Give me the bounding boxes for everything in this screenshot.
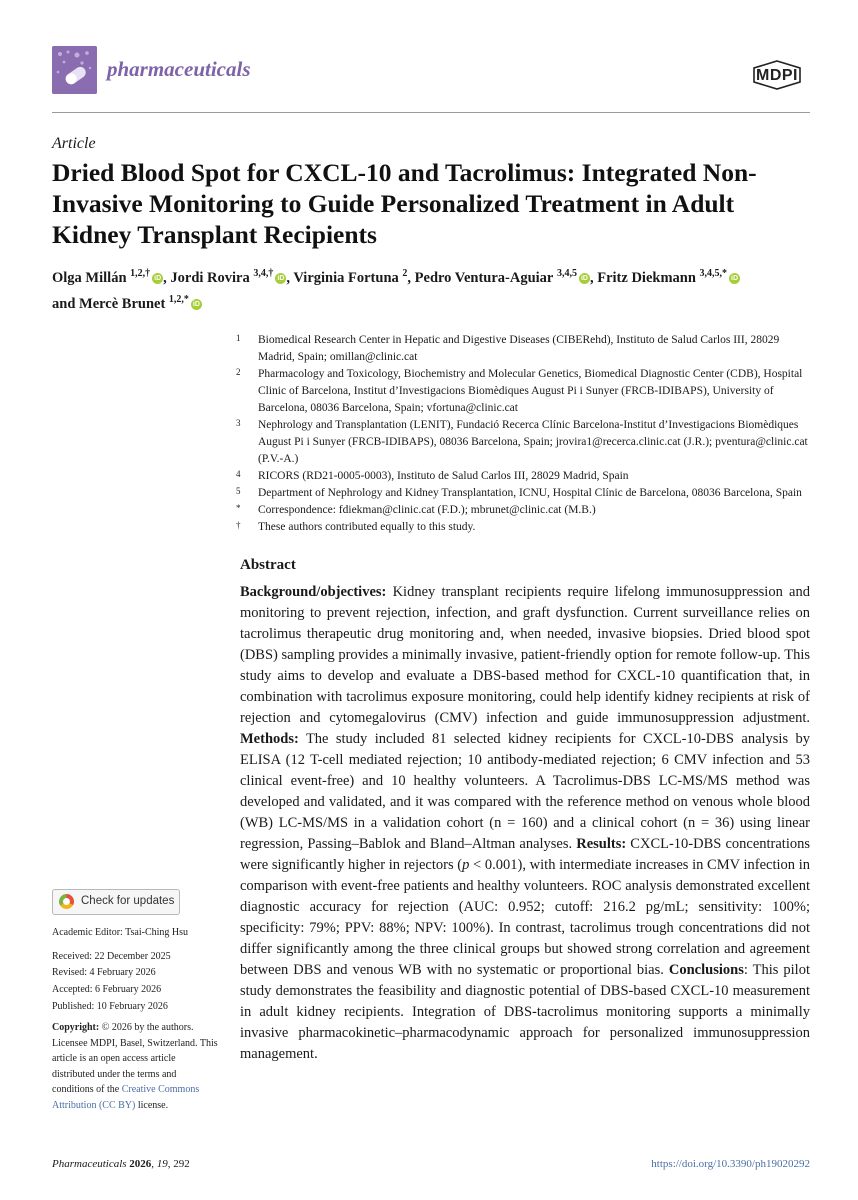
orcid-icon[interactable]: iD xyxy=(154,274,162,282)
equal-contribution-note: † These authors contributed equally to this study. xyxy=(236,520,476,533)
author-name: and Mercè Brunet xyxy=(52,295,166,312)
orcid-icon[interactable]: iD xyxy=(277,274,285,282)
author-affil: 3,4,5,* xyxy=(699,268,728,279)
abstract-heading: Abstract xyxy=(240,557,296,573)
orcid-icon[interactable]: iD xyxy=(580,274,588,282)
date-revised: Revised: 4 February 2026 xyxy=(52,967,156,978)
date-published: Published: 10 February 2026 xyxy=(52,1001,168,1012)
mdpi-logo xyxy=(752,60,802,90)
author-name: Pedro Ventura-Aguiar xyxy=(414,269,554,286)
author-affil: 1,2,† xyxy=(130,268,151,279)
academic-editor: Academic Editor: Tsai-Ching Hsu xyxy=(52,927,189,938)
article-type: Article xyxy=(52,135,96,152)
abstract-conclusions-label: Conclusions xyxy=(668,962,744,978)
copyright-notice: Copyright: © 2026 by the authors. Licensee MDPI, Basel, Switzerland. This article is an open access article distributed under the terms and conditions of the Creative Commons Attribution (CC BY) license. xyxy=(52,1022,218,1111)
header-rule xyxy=(52,112,810,113)
affiliation-item: 2 Pharmacology and Toxicology, Biochemistry and Molecular Genetics, Biomedical Diagnostic Center (CDB), Hospital Clinic of Barcelona, Institut d’Investigacions Biomèdiques August Pi i Sunyer (FRCB-IDIBAPS), University of Barcelona, 08036 Barcelona, Spain; vfortuna@clinic.cat xyxy=(236,367,803,414)
author-name: Olga Millán xyxy=(52,269,127,286)
author-list: Olga Millán $^{1,2,\dagger}$ iD , Jordi Rovira $^{3,4,\dagger}$ iD , Virginia Fortuna $^2$, Pedro Ventura-Aguiar $^{3,4,5}$ iD , Fritz Diekmann $^{3,4,5,*}$ iD and Mercè Brunet $^{1,2,*}$ iD xyxy=(52,268,739,312)
abstract-methods-label: Methods: xyxy=(240,731,299,747)
date-received: Received: 22 December 2025 xyxy=(52,951,171,962)
orcid-icon[interactable]: iD xyxy=(192,300,200,308)
check-updates-label: Check for updates xyxy=(81,895,175,907)
article-title: Dried Blood Spot for CXCL-10 and Tacrolimus: Integrated Non-Invasive Monitoring to Guide Personalized Treatment in Adult Kidney Transplant Recipients xyxy=(52,158,757,249)
affiliation-item: 5 Department of Nephrology and Kidney Transplantation, ICNU, Hospital Clínic de Barcelona, 08036 Barcelona, Spain xyxy=(236,486,802,499)
abstract-body: Background/objectives: Kidney transplant recipients require lifelong immunosuppression and monitoring to prevent rejection, infection, and graft dysfunction. Current surveillance relies on tacrolimus therapeutic drug monitoring and, when needed, invasive biopsies. Dried blood spot (DBS) sampling provides a minimally invasive, patient-friendly option for remote follow-up. This study aims to develop and evaluate a DBS-based method for CXCL-10 quantification that, in combination with tacrolimus exposure monitoring, could help identify kidney recipients at risk of rejection and cytomegalovirus (CMV) infection and guide immunosuppression adjustment. Methods: The study included 81 selected kidney recipients for CXCL-10-DBS analysis by ELISA (12 T-cell mediated rejection; 10 antibody-mediated rejection; 6 CMV infection and 53 clinical event-free) and 10 healthy volunteers. A Tacrolimus-DBS LC-MS/MS method was developed and validated, and it was compared with the reference method on venous whole blood (WB) LC-MS/MS in a validation cohort (n = 160) and a clinical cohort (n = 36) using linear regression, Passing–Bablok and Bland–Altman analyses. Results: CXCL-10-DBS concentrations were significantly higher in rejectors (p < 0.001), with intermediate increases in CMV infection in comparison with event-free patients and healthy volunteers. ROC analysis demonstrated excellent diagnostic accuracy for rejection (AUC: 0.952; cutoff: 216.2 pg/mL; sensitivity: 100%; specificity: 79%; PPV: 88%; NPV: 100%). In contrast, tacrolimus trough concentrations did not differ significantly among the three clinical groups but showed strong correlation and agreement between DBS and venous WB with no systematic or proportional bias. Conclusions: This pilot study demonstrates the feasibility and diagnostic potential of DBS-based CXCL-10 measurement in adult kidney recipients. Integration of DBS-tacrolimus monitoring supports a minimally invasive pharmacokinetic–pharmacodynamic approach for personalized immunosuppression management. xyxy=(240,584,810,1062)
publisher-name: MDPI xyxy=(756,67,798,84)
author-affil: 3,4,† xyxy=(253,268,274,279)
citation-footer: Pharmaceuticals 2026, 19, 292 xyxy=(52,1158,190,1170)
author-name: Jordi Rovira xyxy=(170,269,250,286)
abstract-bg-label: Background/objectives: xyxy=(240,584,387,600)
check-for-updates-button[interactable] xyxy=(52,889,180,915)
author-name: Virginia Fortuna xyxy=(293,269,399,286)
author-affil: 2 xyxy=(402,268,408,279)
check-updates-icon xyxy=(59,894,74,909)
doi-link[interactable]: https://doi.org/10.3390/ph19020292 xyxy=(651,1158,810,1170)
author-name: Fritz Diekmann xyxy=(597,269,696,286)
journal-logo xyxy=(52,46,97,94)
orcid-icon[interactable]: iD xyxy=(731,274,739,282)
affiliations xyxy=(236,332,816,536)
author-affil: 3,4,5 xyxy=(556,268,577,279)
journal-name: pharmaceuticals xyxy=(107,57,251,81)
author-affil: 1,2,* xyxy=(168,293,189,305)
affiliation-item: 3 Nephrology and Transplantation (LENIT), Fundació Recerca Clínic Barcelona-Institut d’Investigacions Biomèdiques August Pi i Sunyer (FRCB-IDIBAPS), 08036 Barcelona, Spain; jrovira1@recerca.clinic.cat (J.R.); pventura@clinic.cat (P.V.-A.) xyxy=(236,418,808,465)
correspondence: * Correspondence: fdiekman@clinic.cat (F.D.); mbrunet@clinic.cat (M.B.) xyxy=(236,503,596,516)
affiliation-item: 4 RICORS (RD21-0005-0003), Instituto de Salud Carlos III, 28029 Madrid, Spain xyxy=(236,469,629,482)
abstract-results-label: Results: xyxy=(576,836,627,852)
affiliation-item: 1 Biomedical Research Center in Hepatic and Digestive Diseases (CIBERehd), Instituto de Salud Carlos III, 28029 Madrid, Spain; omillan@clinic.cat xyxy=(236,333,780,363)
cc-license-link[interactable]: Creative Commons Attribution (CC BY) xyxy=(52,1084,200,1111)
date-accepted: Accepted: 6 February 2026 xyxy=(52,984,162,995)
